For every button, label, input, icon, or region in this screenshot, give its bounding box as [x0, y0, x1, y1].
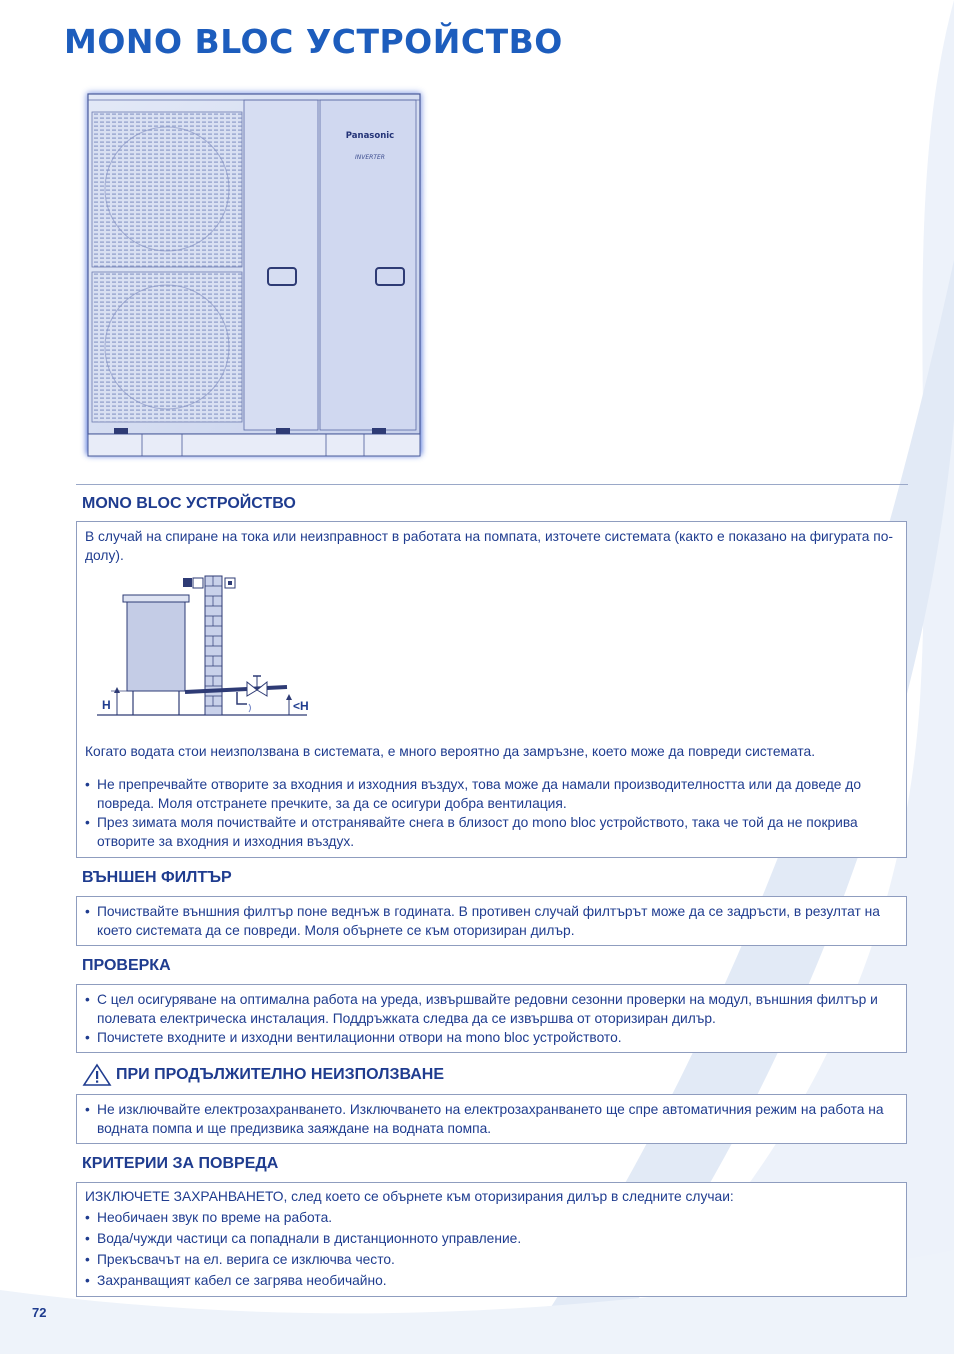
page-number: 72: [32, 1305, 47, 1320]
long-non-use-box: [76, 1094, 907, 1144]
list-item: • Захранващият кабел се загрява необичайно.: [85, 1271, 898, 1290]
inspection-bullets: [77, 990, 906, 1047]
height-label-left: H: [102, 698, 111, 712]
list-item: • Прекъсвачът на ел. верига се изключва често.: [85, 1250, 898, 1269]
mono-bloc-unit-illustration: [82, 88, 427, 460]
section-divider: [76, 484, 908, 485]
list-item: • Почистете входните и изходни вентилационни отвори на mono bloc устройството.: [85, 1028, 898, 1047]
mono-bloc-box: [76, 521, 907, 858]
mono-bloc-intro: В случай на спиране на тока или неизправност в работата на помпата, източете системата (както е показано на фигурата по-долу).: [85, 529, 893, 563]
list-item: • Не препречвайте отворите за входния и изходния въздух, това може да намали производителността или да доведе до повреда. Моля отстранете пречките, за да се осигури добра вентилация.: [85, 775, 898, 813]
mono-bloc-bullets: [77, 775, 906, 851]
warning-icon: [82, 1063, 112, 1087]
brand-logo: Panasonic: [345, 131, 395, 141]
heading-failure-criteria: КРИТЕРИИ ЗА ПОВРЕДА: [82, 1155, 279, 1172]
failure-criteria-bullets: [77, 1208, 906, 1290]
heading-inspection: ПРОВЕРКА: [82, 957, 171, 974]
heading-mono-bloc: MONO BLOC УСТРОЙСТВО: [82, 495, 296, 512]
heading-long-non-use: [82, 1063, 444, 1087]
long-non-use-bullets: [77, 1100, 906, 1138]
heading-long-non-use-text: ПРИ ПРОДЪЛЖИТЕЛНО НЕИЗПОЛЗВАНЕ: [116, 1066, 445, 1083]
height-label-right: <H: [293, 699, 309, 713]
heading-external-filter: ВЪНШЕН ФИЛТЪР: [82, 869, 232, 886]
list-item: • Необичаен звук по време на работа.: [85, 1208, 898, 1227]
drain-procedure-figure: [97, 574, 307, 722]
list-item: • Не изключвайте електрозахранването. Изключването на електрозахранването ще спре автоматичния режим на работа на водната помпа и ще предизвика заяждане на водната помпа.: [85, 1100, 898, 1138]
page-title: MONO BLOC УСТРОЙСТВО: [64, 22, 563, 61]
inspection-box: [76, 984, 907, 1053]
external-filter-box: [76, 896, 907, 946]
failure-criteria-intro: ИЗКЛЮЧЕТЕ ЗАХРАНВАНЕТО, след което се обърнете към оторизирания дилър в следните случаи:: [85, 1189, 734, 1204]
failure-criteria-box: [76, 1182, 907, 1297]
list-item: • Вода/чужди частици са попаднали в дистанционното управление.: [85, 1229, 898, 1248]
external-filter-bullets: [77, 902, 906, 940]
freeze-note: Когато водата стои неизползвана в системата, е много вероятно да замръзне, което може да повреди системата.: [85, 744, 816, 759]
list-item: • През зимата моля почиствайте и отстранявайте снега в близост до mono bloc устройството, така че той да не покрива отворите за входния и изходния въздух.: [85, 813, 898, 851]
list-item: • Почиствайте външния филтър поне веднъж в годината. В противен случай филтърът може да се задръсти, в резултат на което системата да се повреди. Моля обърнете се към оторизиран дилър.: [85, 902, 898, 940]
list-item: • С цел осигуряване на оптимална работа на уреда, извършвайте редовни сезонни проверки на модул, външния филтър и полевата електрическа инсталация. Поддръжката следва да се извършва от оторизиран дилър.: [85, 990, 898, 1028]
inverter-badge: INVERTER: [355, 154, 385, 161]
